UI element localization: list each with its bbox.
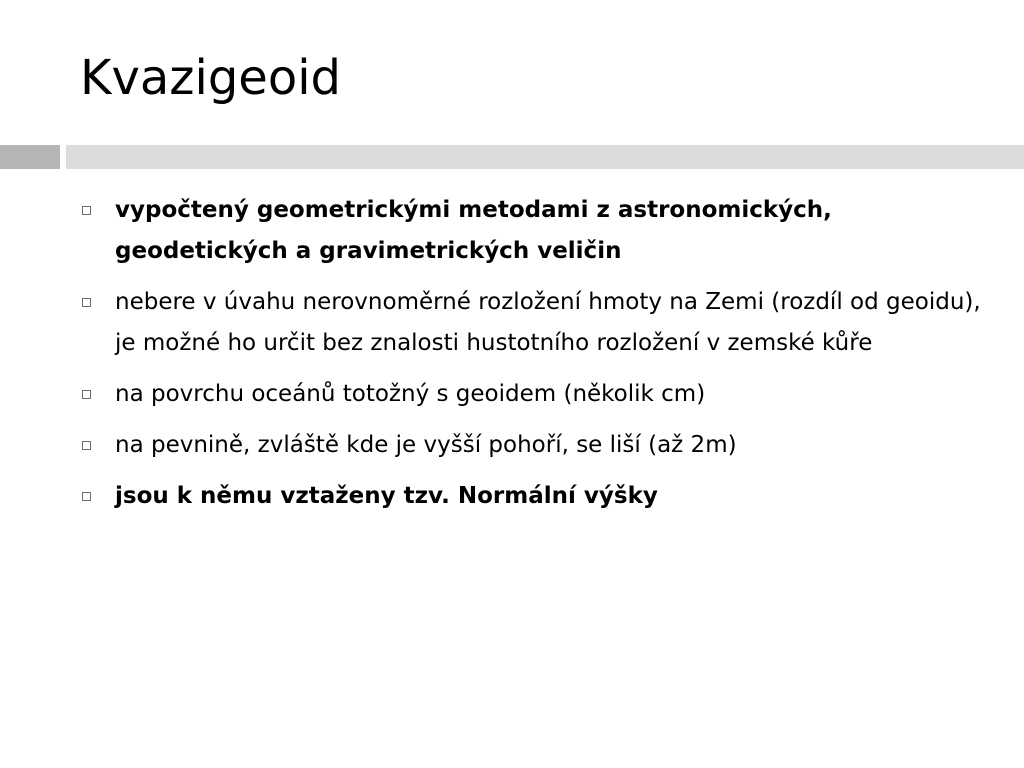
bullet-text: nebere v úvahu nerovnoměrné rozložení hmoty na Zemi (rozdíl od geoidu), je možné ho určit bez znalosti hustotního rozložení v zemské kůře — [115, 289, 981, 356]
title-band-left — [0, 145, 60, 169]
bullet-list — [82, 190, 982, 527]
bullet-text: vypočtený geometrickými metodami z astronomických, geodetických a gravimetrických veličin — [115, 197, 832, 264]
square-bullet-icon — [82, 206, 91, 215]
slide-title: Kvazigeoid — [80, 50, 341, 106]
square-bullet-icon — [82, 390, 91, 399]
square-bullet-icon — [82, 492, 91, 501]
bullet-item — [82, 282, 982, 364]
bullet-text: jsou k němu vztaženy tzv. Normální výšky — [115, 483, 658, 509]
title-band-right — [66, 145, 1024, 169]
bullet-item — [82, 190, 982, 272]
bullet-item — [82, 425, 982, 466]
bullet-item — [82, 374, 982, 415]
bullet-text: na povrchu oceánů totožný s geoidem (několik cm) — [115, 381, 706, 407]
bullet-item — [82, 476, 982, 517]
square-bullet-icon — [82, 441, 91, 450]
bullet-text: na pevnině, zvláště kde je vyšší pohoří, se liší (až 2m) — [115, 432, 737, 458]
square-bullet-icon — [82, 298, 91, 307]
